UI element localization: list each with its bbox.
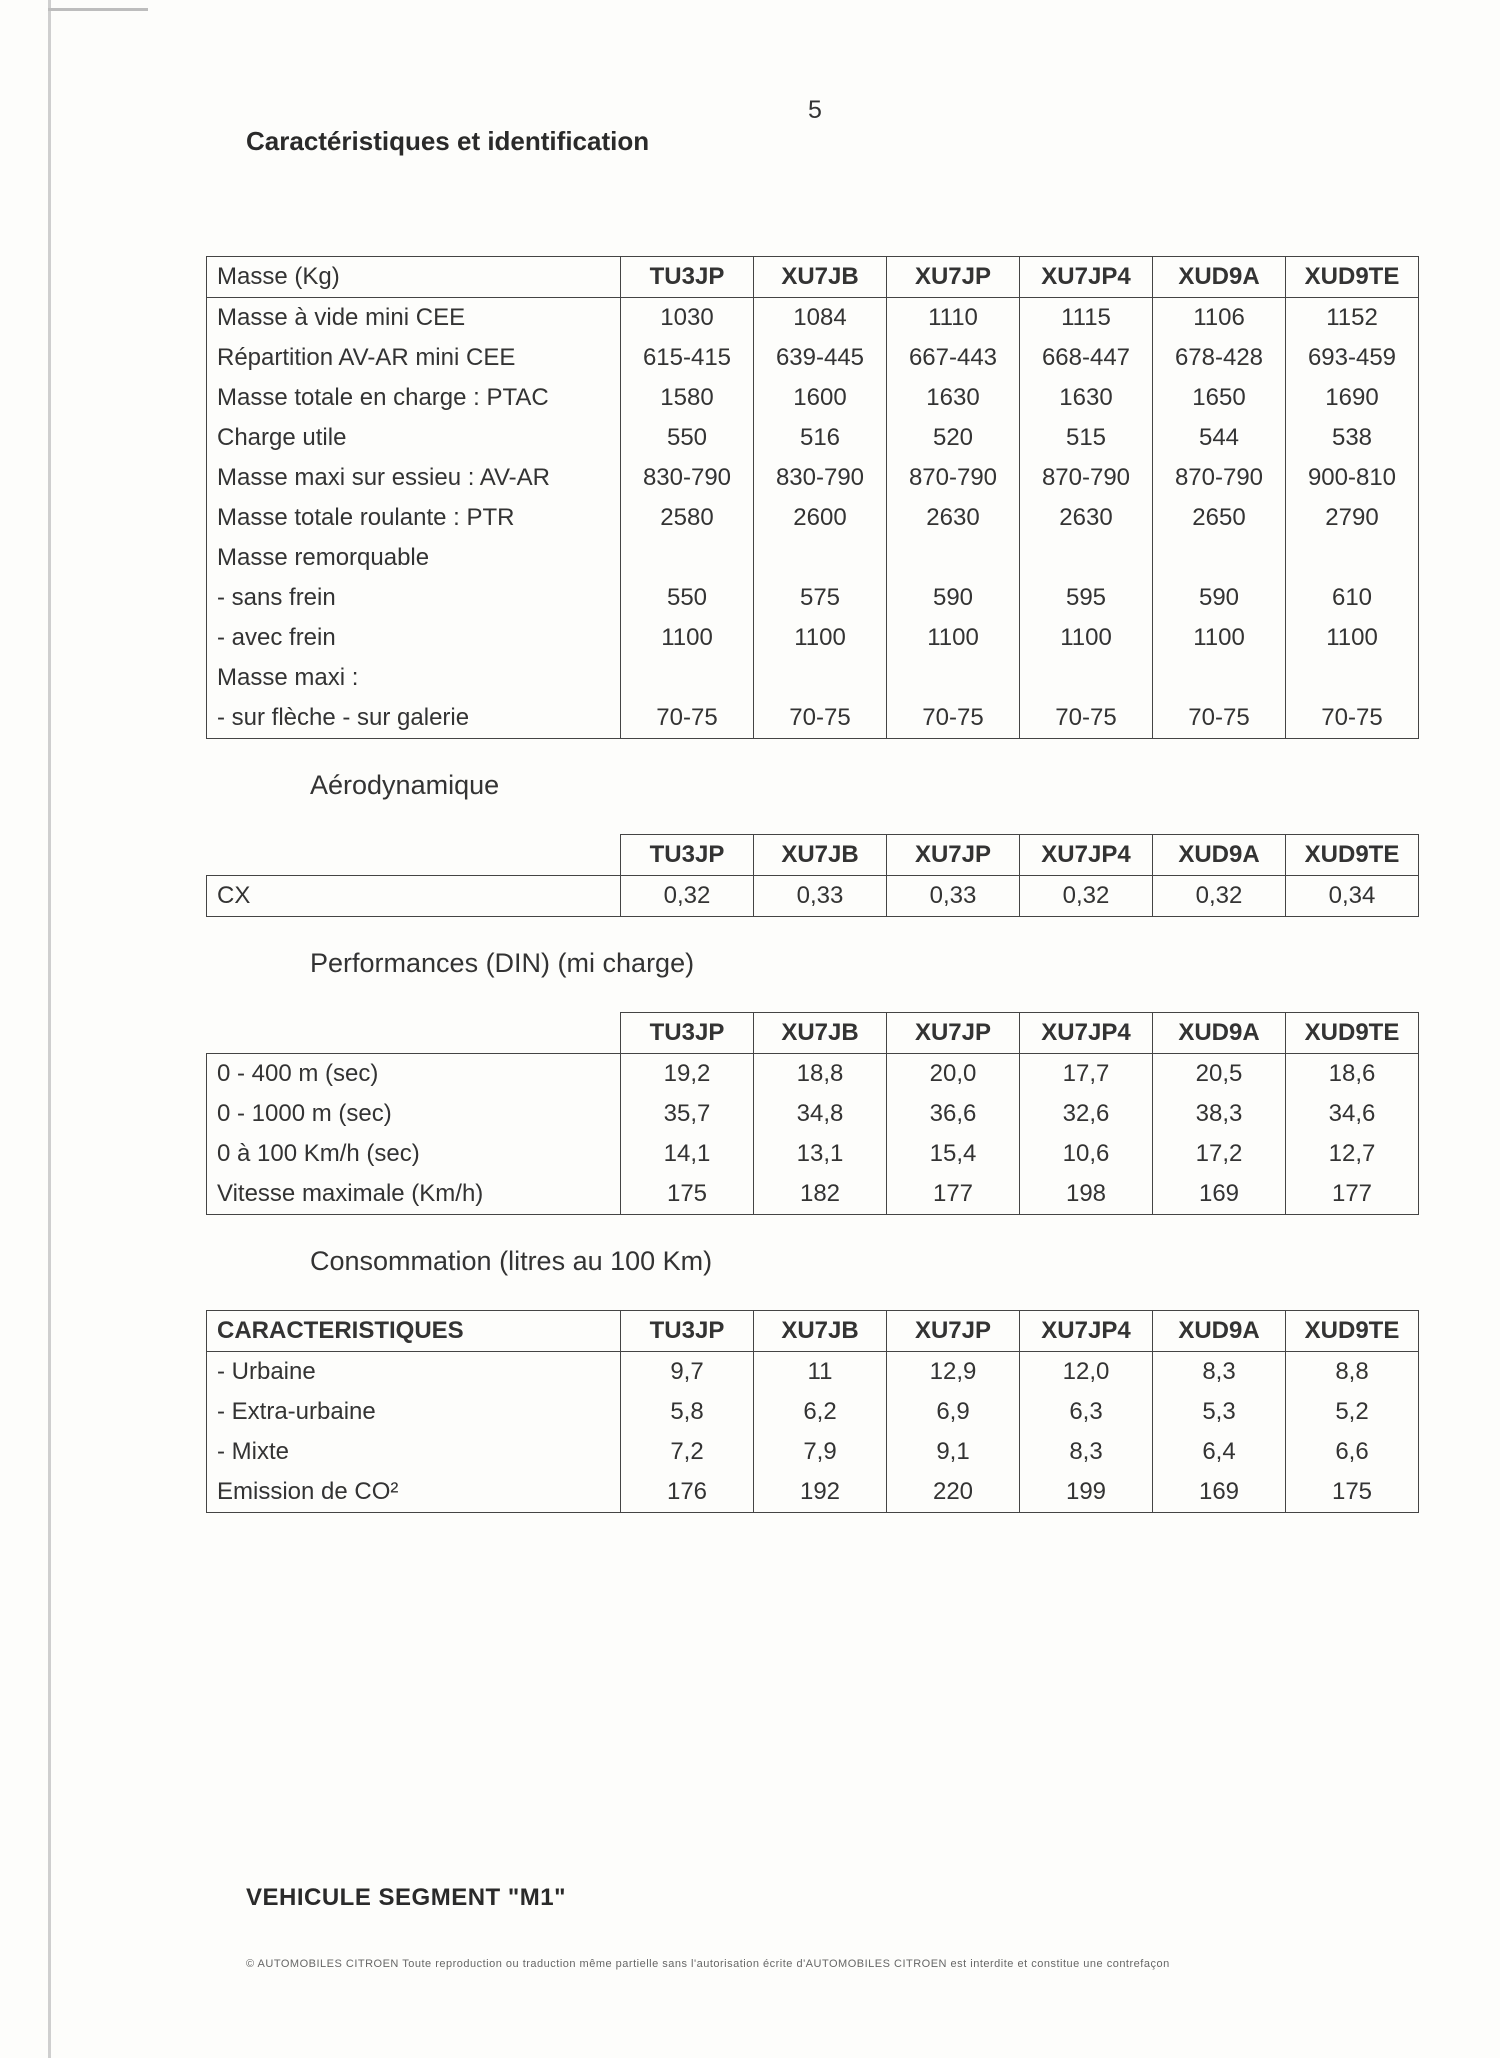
value-cell: 5,8 (621, 1392, 754, 1432)
table-row (207, 418, 1419, 458)
value-cell: 11 (754, 1352, 887, 1393)
value-cell: 199 (1020, 1472, 1153, 1513)
value-cell: 1030 (621, 298, 754, 339)
page-title: Caractéristiques et identification (246, 126, 650, 156)
value-cell: 70-75 (1153, 698, 1286, 739)
value-cell: 1084 (754, 298, 887, 339)
value-cell: 1100 (621, 618, 754, 658)
value-cell: 12,9 (887, 1352, 1020, 1393)
row-label: 0 - 1000 m (sec) (207, 1094, 621, 1134)
value-cell: 667-443 (887, 338, 1020, 378)
value-cell: 18,8 (754, 1054, 887, 1095)
value-cell: 544 (1153, 418, 1286, 458)
value-cell: 2650 (1153, 498, 1286, 538)
value-cell: 9,1 (887, 1432, 1020, 1472)
model-header: XUD9A (1153, 1013, 1286, 1054)
table-row (207, 1134, 1419, 1174)
value-cell: 70-75 (887, 698, 1020, 739)
table-row (207, 876, 1419, 917)
page-number: 5 (808, 96, 822, 124)
value-cell (887, 538, 1020, 578)
consommation-title: Consommation (litres au 100 Km) (310, 1246, 713, 1276)
model-header: XU7JP (887, 257, 1020, 298)
empty-header-cell (207, 1013, 621, 1054)
model-header: XUD9A (1153, 835, 1286, 876)
value-cell: 169 (1153, 1472, 1286, 1513)
model-header: XU7JB (754, 835, 887, 876)
value-cell (1153, 658, 1286, 698)
value-cell: 70-75 (754, 698, 887, 739)
model-header: TU3JP (621, 1013, 754, 1054)
value-cell: 175 (1286, 1472, 1419, 1513)
value-cell: 550 (621, 418, 754, 458)
value-cell: 175 (621, 1174, 754, 1215)
value-cell: 1600 (754, 378, 887, 418)
value-cell: 550 (621, 578, 754, 618)
copyright-notice: © AUTOMOBILES CITROEN Toute reproduction ou traduction même partielle sans l'autorisation écrite d'AUTOMOBILES CITROEN est interdite et constitue une contrefaçon (246, 1958, 1170, 1970)
model-header: XU7JP (887, 1013, 1020, 1054)
table-row (207, 1392, 1419, 1432)
value-cell: 7,2 (621, 1432, 754, 1472)
value-cell: 1100 (887, 618, 1020, 658)
value-cell: 8,3 (1020, 1432, 1153, 1472)
value-cell (754, 538, 887, 578)
masse-header-row (207, 257, 1419, 298)
table-row (207, 1432, 1419, 1472)
table-row (207, 298, 1419, 339)
value-cell: 870-790 (887, 458, 1020, 498)
value-cell: 35,7 (621, 1094, 754, 1134)
aero-table (206, 834, 1419, 917)
consommation-header-label: CARACTERISTIQUES (207, 1311, 621, 1352)
row-label: Masse totale en charge : PTAC (207, 378, 621, 418)
value-cell: 6,2 (754, 1392, 887, 1432)
model-header: XUD9TE (1286, 835, 1419, 876)
table-row (207, 618, 1419, 658)
value-cell: 36,6 (887, 1094, 1020, 1134)
table-row (207, 1094, 1419, 1134)
value-cell (1020, 658, 1153, 698)
value-cell: 13,1 (754, 1134, 887, 1174)
table-row (207, 1472, 1419, 1513)
row-label: - sur flèche - sur galerie (207, 698, 621, 739)
value-cell: 70-75 (621, 698, 754, 739)
value-cell: 830-790 (754, 458, 887, 498)
value-cell: 6,4 (1153, 1432, 1286, 1472)
row-label: 0 - 400 m (sec) (207, 1054, 621, 1095)
value-cell: 169 (1153, 1174, 1286, 1215)
value-cell: 177 (887, 1174, 1020, 1215)
performances-table (206, 1012, 1419, 1215)
value-cell: 516 (754, 418, 887, 458)
value-cell: 2630 (1020, 498, 1153, 538)
value-cell: 1152 (1286, 298, 1419, 339)
row-label: - Urbaine (207, 1352, 621, 1393)
value-cell: 15,4 (887, 1134, 1020, 1174)
row-label: - sans frein (207, 578, 621, 618)
value-cell: 1100 (1286, 618, 1419, 658)
value-cell: 182 (754, 1174, 887, 1215)
value-cell: 18,6 (1286, 1054, 1419, 1095)
vehicle-segment: VEHICULE SEGMENT "M1" (246, 1884, 566, 1911)
value-cell: 900-810 (1286, 458, 1419, 498)
value-cell: 1110 (887, 298, 1020, 339)
scan-edge (48, 0, 51, 2058)
value-cell: 1106 (1153, 298, 1286, 339)
value-cell: 7,9 (754, 1432, 887, 1472)
value-cell: 1580 (621, 378, 754, 418)
model-header: XU7JB (754, 257, 887, 298)
model-header: XU7JP (887, 835, 1020, 876)
value-cell: 0,33 (754, 876, 887, 917)
value-cell: 615-415 (621, 338, 754, 378)
value-cell: 12,0 (1020, 1352, 1153, 1393)
row-label: Masse à vide mini CEE (207, 298, 621, 339)
value-cell: 678-428 (1153, 338, 1286, 378)
value-cell (1286, 538, 1419, 578)
row-label: CX (207, 876, 621, 917)
value-cell: 8,3 (1153, 1352, 1286, 1393)
table-row (207, 458, 1419, 498)
value-cell: 1100 (754, 618, 887, 658)
value-cell: 870-790 (1020, 458, 1153, 498)
table-row (207, 378, 1419, 418)
model-header: XUD9TE (1286, 1013, 1419, 1054)
consommation-header-row (207, 1311, 1419, 1352)
value-cell: 176 (621, 1472, 754, 1513)
value-cell: 0,32 (1020, 876, 1153, 917)
row-label: Masse maxi : (207, 658, 621, 698)
performances-header-row (207, 1013, 1419, 1054)
row-label: Vitesse maximale (Km/h) (207, 1174, 621, 1215)
row-label: Masse maxi sur essieu : AV-AR (207, 458, 621, 498)
table-row (207, 498, 1419, 538)
value-cell: 693-459 (1286, 338, 1419, 378)
scan-mark (48, 8, 148, 11)
value-cell (1286, 658, 1419, 698)
value-cell (621, 538, 754, 578)
table-row (207, 658, 1419, 698)
value-cell: 2580 (621, 498, 754, 538)
value-cell: 0,32 (621, 876, 754, 917)
value-cell: 1115 (1020, 298, 1153, 339)
value-cell: 1630 (887, 378, 1020, 418)
value-cell: 70-75 (1020, 698, 1153, 739)
aero-title: Aérodynamique (310, 770, 500, 800)
value-cell: 1690 (1286, 378, 1419, 418)
model-header: XU7JP4 (1020, 1311, 1153, 1352)
model-header: XU7JP4 (1020, 257, 1153, 298)
masse-table (206, 256, 1419, 739)
value-cell: 20,5 (1153, 1054, 1286, 1095)
model-header: TU3JP (621, 1311, 754, 1352)
value-cell: 830-790 (621, 458, 754, 498)
value-cell: 595 (1020, 578, 1153, 618)
value-cell: 12,7 (1286, 1134, 1419, 1174)
value-cell: 5,3 (1153, 1392, 1286, 1432)
value-cell (621, 658, 754, 698)
performances-title: Performances (DIN) (mi charge) (310, 948, 695, 978)
value-cell: 14,1 (621, 1134, 754, 1174)
model-header: XU7JP4 (1020, 1013, 1153, 1054)
empty-header-cell (207, 835, 621, 876)
model-header: XUD9A (1153, 1311, 1286, 1352)
value-cell: 220 (887, 1472, 1020, 1513)
value-cell: 520 (887, 418, 1020, 458)
value-cell: 575 (754, 578, 887, 618)
value-cell: 2600 (754, 498, 887, 538)
model-header: XU7JB (754, 1311, 887, 1352)
value-cell: 34,8 (754, 1094, 887, 1134)
model-header: XU7JB (754, 1013, 887, 1054)
model-header: XU7JP4 (1020, 835, 1153, 876)
value-cell: 17,2 (1153, 1134, 1286, 1174)
value-cell: 17,7 (1020, 1054, 1153, 1095)
value-cell: 5,2 (1286, 1392, 1419, 1432)
value-cell: 6,9 (887, 1392, 1020, 1432)
table-row (207, 698, 1419, 739)
row-label: Masse totale roulante : PTR (207, 498, 621, 538)
model-header: XUD9A (1153, 257, 1286, 298)
value-cell: 515 (1020, 418, 1153, 458)
value-cell (1020, 538, 1153, 578)
aero-header-row (207, 835, 1419, 876)
model-header: XUD9TE (1286, 257, 1419, 298)
value-cell: 0,34 (1286, 876, 1419, 917)
row-label: Emission de CO² (207, 1472, 621, 1513)
value-cell: 38,3 (1153, 1094, 1286, 1134)
value-cell: 34,6 (1286, 1094, 1419, 1134)
value-cell: 1100 (1153, 618, 1286, 658)
value-cell: 8,8 (1286, 1352, 1419, 1393)
row-label: - Extra-urbaine (207, 1392, 621, 1432)
value-cell: 2630 (887, 498, 1020, 538)
table-row (207, 1054, 1419, 1095)
value-cell: 590 (887, 578, 1020, 618)
table-row (207, 538, 1419, 578)
value-cell: 1650 (1153, 378, 1286, 418)
row-label: - Mixte (207, 1432, 621, 1472)
model-header: TU3JP (621, 835, 754, 876)
value-cell: 20,0 (887, 1054, 1020, 1095)
model-header: XUD9TE (1286, 1311, 1419, 1352)
row-label: 0 à 100 Km/h (sec) (207, 1134, 621, 1174)
table-row (207, 578, 1419, 618)
table-row (207, 1352, 1419, 1393)
model-header: TU3JP (621, 257, 754, 298)
value-cell: 1630 (1020, 378, 1153, 418)
value-cell: 639-445 (754, 338, 887, 378)
value-cell (754, 658, 887, 698)
value-cell: 610 (1286, 578, 1419, 618)
value-cell: 6,3 (1020, 1392, 1153, 1432)
value-cell: 9,7 (621, 1352, 754, 1393)
masse-header-label: Masse (Kg) (207, 257, 621, 298)
value-cell: 70-75 (1286, 698, 1419, 739)
value-cell (887, 658, 1020, 698)
row-label: Masse remorquable (207, 538, 621, 578)
value-cell: 198 (1020, 1174, 1153, 1215)
value-cell: 590 (1153, 578, 1286, 618)
consommation-table (206, 1310, 1419, 1513)
value-cell: 2790 (1286, 498, 1419, 538)
value-cell: 668-447 (1020, 338, 1153, 378)
value-cell: 6,6 (1286, 1432, 1419, 1472)
value-cell: 0,33 (887, 876, 1020, 917)
value-cell: 0,32 (1153, 876, 1286, 917)
row-label: Charge utile (207, 418, 621, 458)
value-cell: 10,6 (1020, 1134, 1153, 1174)
value-cell: 177 (1286, 1174, 1419, 1215)
value-cell: 192 (754, 1472, 887, 1513)
value-cell: 870-790 (1153, 458, 1286, 498)
model-header: XU7JP (887, 1311, 1020, 1352)
value-cell: 538 (1286, 418, 1419, 458)
value-cell: 19,2 (621, 1054, 754, 1095)
table-row (207, 1174, 1419, 1215)
value-cell: 1100 (1020, 618, 1153, 658)
value-cell: 32,6 (1020, 1094, 1153, 1134)
row-label: Répartition AV-AR mini CEE (207, 338, 621, 378)
row-label: - avec frein (207, 618, 621, 658)
table-row (207, 338, 1419, 378)
value-cell (1153, 538, 1286, 578)
